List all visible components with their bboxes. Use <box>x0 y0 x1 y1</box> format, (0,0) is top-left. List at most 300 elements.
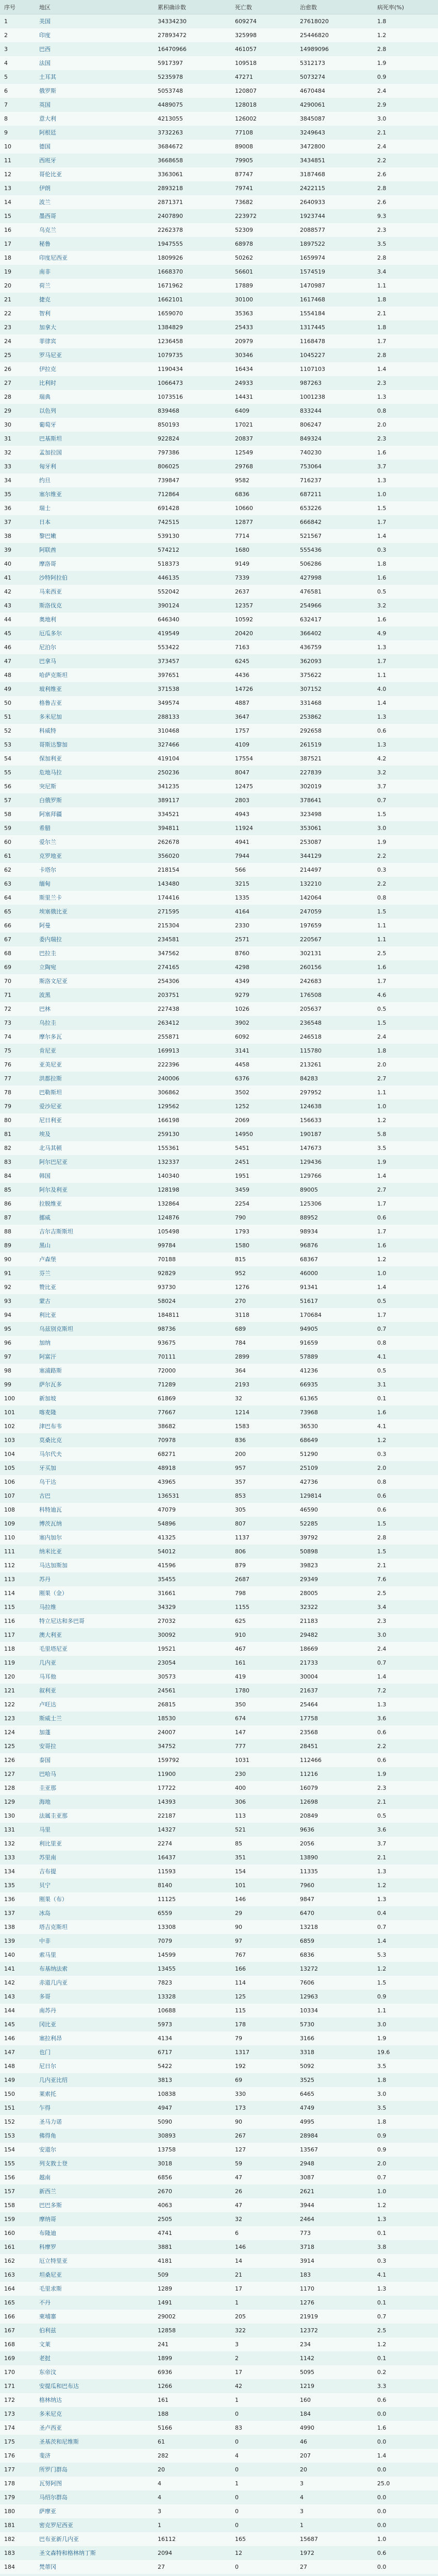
cell-confirmed: 43965 <box>154 1475 231 1489</box>
cell-region: 格林纳达 <box>35 2393 154 2407</box>
cell-fatality-rate: 1.8 <box>373 1044 438 1058</box>
cell-index: 98 <box>0 1364 35 1378</box>
cell-fatality-rate: 4.2 <box>373 752 438 766</box>
cell-deaths: 6092 <box>231 1030 296 1044</box>
cell-deaths: 68978 <box>231 237 296 251</box>
cell-recovered: 366402 <box>296 626 373 640</box>
cell-deaths: 87747 <box>231 167 296 181</box>
cell-recovered: 207 <box>296 2449 373 2463</box>
cell-deaths: 4458 <box>231 1058 296 1072</box>
table-row <box>0 1572 438 1586</box>
cell-index: 104 <box>0 1447 35 1461</box>
cell-recovered: 91659 <box>296 1336 373 1350</box>
cell-fatality-rate: 0.2 <box>373 2365 438 2379</box>
cell-region: 巴巴多斯 <box>35 2198 154 2212</box>
cell-recovered: 3718 <box>296 2240 373 2254</box>
cell-index: 73 <box>0 1016 35 1030</box>
table-row <box>0 432 438 446</box>
table-row <box>0 543 438 557</box>
cell-confirmed: 2505 <box>154 2212 231 2226</box>
cell-confirmed: 2262378 <box>154 223 231 237</box>
cell-recovered: 987263 <box>296 376 373 390</box>
table-row <box>0 1851 438 1865</box>
cell-confirmed: 1947555 <box>154 237 231 251</box>
cell-confirmed: 419549 <box>154 626 231 640</box>
cell-confirmed: 203751 <box>154 988 231 1002</box>
table-row <box>0 1252 438 1266</box>
cell-recovered: 29482 <box>296 1628 373 1642</box>
cell-deaths: 90 <box>231 1920 296 1934</box>
cell-fatality-rate: 2.1 <box>373 1795 438 1809</box>
cell-index: 114 <box>0 1586 35 1600</box>
cell-deaths: 1 <box>231 2393 296 2407</box>
cell-deaths: 400 <box>231 1781 296 1795</box>
cell-index: 48 <box>0 668 35 682</box>
cell-region: 爱尔兰 <box>35 835 154 849</box>
cell-recovered: 555436 <box>296 543 373 557</box>
cell-confirmed: 61869 <box>154 1392 231 1405</box>
cell-fatality-rate: 7.6 <box>373 1572 438 1586</box>
table-row <box>0 933 438 946</box>
cell-region: 梵蒂冈 <box>35 2560 154 2574</box>
cell-confirmed: 34329 <box>154 1600 231 1614</box>
cell-confirmed: 227438 <box>154 1002 231 1016</box>
cell-deaths: 25433 <box>231 320 296 334</box>
cell-index: 60 <box>0 835 35 849</box>
cell-confirmed: 5973 <box>154 2018 231 2031</box>
cell-fatality-rate: 0.3 <box>373 543 438 557</box>
table-row <box>0 2421 438 2435</box>
cell-fatality-rate: 2.5 <box>373 2324 438 2337</box>
cell-region: 蒙古 <box>35 1294 154 1308</box>
cell-fatality-rate: 1.5 <box>373 905 438 919</box>
cell-deaths: 146 <box>231 1892 296 1906</box>
cell-confirmed: 12858 <box>154 2324 231 2337</box>
cell-confirmed: 1289 <box>154 2282 231 2296</box>
cell-recovered: 260156 <box>296 960 373 974</box>
cell-fatality-rate: 1.5 <box>373 1976 438 1990</box>
cell-fatality-rate: 2.3 <box>373 1781 438 1795</box>
cell-index: 16 <box>0 223 35 237</box>
cell-recovered: 129436 <box>296 1155 373 1169</box>
cell-confirmed: 1 <box>154 2518 231 2532</box>
cell-confirmed: 4181 <box>154 2254 231 2268</box>
cell-confirmed: 13328 <box>154 1990 231 2004</box>
table-row <box>0 473 438 487</box>
cell-fatality-rate: 2.6 <box>373 167 438 181</box>
cell-region: 拉脱维亚 <box>35 1197 154 1211</box>
cell-region: 赞比亚 <box>35 1280 154 1294</box>
cell-fatality-rate: 2.1 <box>373 307 438 320</box>
cell-index: 131 <box>0 1823 35 1837</box>
cell-index: 69 <box>0 960 35 974</box>
cell-region: 塞尔维亚 <box>35 487 154 501</box>
cell-index: 177 <box>0 2463 35 2477</box>
table-row <box>0 2546 438 2560</box>
cell-index: 7 <box>0 98 35 112</box>
cell-region: 匈牙利 <box>35 460 154 473</box>
cell-fatality-rate: 3.0 <box>373 2018 438 2031</box>
cell-recovered: 3525 <box>296 2073 373 2087</box>
cell-index: 171 <box>0 2379 35 2393</box>
cell-confirmed: 169913 <box>154 1044 231 1058</box>
cell-recovered: 344129 <box>296 849 373 863</box>
cell-deaths: 2637 <box>231 585 296 599</box>
cell-index: 174 <box>0 2421 35 2435</box>
cell-region: 波兰 <box>35 195 154 209</box>
cell-fatality-rate: 1.8 <box>373 557 438 571</box>
cell-deaths: 1680 <box>231 543 296 557</box>
cell-region: 突尼斯 <box>35 779 154 793</box>
cell-index: 153 <box>0 2129 35 2143</box>
table-row <box>0 766 438 779</box>
cell-fatality-rate: 1.8 <box>373 2115 438 2129</box>
cell-region: 哥伦比亚 <box>35 167 154 181</box>
cell-deaths: 267 <box>231 2129 296 2143</box>
cell-region: 贝宁 <box>35 1878 154 1892</box>
header-fatality-rate: 病死率(%) <box>373 0 438 14</box>
cell-region: 瑞士 <box>35 501 154 515</box>
cell-region: 玻利维亚 <box>35 682 154 696</box>
cell-region: 毛里求斯 <box>35 2282 154 2296</box>
cell-index: 52 <box>0 724 35 738</box>
cell-recovered: 2621 <box>296 2184 373 2198</box>
cell-confirmed: 274165 <box>154 960 231 974</box>
cell-index: 123 <box>0 1711 35 1725</box>
cell-index: 159 <box>0 2212 35 2226</box>
table-row <box>0 42 438 56</box>
cell-index: 83 <box>0 1155 35 1169</box>
cell-index: 132 <box>0 1837 35 1851</box>
cell-fatality-rate: 9.3 <box>373 209 438 223</box>
cell-fatality-rate: 1.7 <box>373 1197 438 1211</box>
table-row <box>0 557 438 571</box>
cell-deaths: 807 <box>231 1517 296 1531</box>
table-row <box>0 446 438 460</box>
table-row <box>0 2087 438 2101</box>
table-row <box>0 2045 438 2059</box>
cell-deaths: 351 <box>231 1851 296 1865</box>
cell-region: 新西兰 <box>35 2184 154 2198</box>
cell-index: 66 <box>0 919 35 933</box>
cell-deaths: 4349 <box>231 974 296 988</box>
cell-recovered: 184 <box>296 2407 373 2421</box>
cell-region: 希腊 <box>35 821 154 835</box>
cell-index: 26 <box>0 362 35 376</box>
table-row <box>0 1155 438 1169</box>
table-row <box>0 2004 438 2018</box>
cell-fatality-rate: 1.0 <box>373 1266 438 1280</box>
cell-deaths: 14 <box>231 2254 296 2268</box>
cell-deaths: 90 <box>231 2115 296 2129</box>
cell-index: 38 <box>0 529 35 543</box>
cell-region: 奥地利 <box>35 613 154 626</box>
cell-index: 79 <box>0 1099 35 1113</box>
cell-confirmed: 5053748 <box>154 84 231 98</box>
table-row <box>0 863 438 877</box>
table-row <box>0 251 438 265</box>
cell-confirmed: 24007 <box>154 1725 231 1739</box>
cell-deaths: 910 <box>231 1628 296 1642</box>
cell-confirmed: 1066473 <box>154 376 231 390</box>
cell-confirmed: 70978 <box>154 1433 231 1447</box>
cell-recovered: 6859 <box>296 1934 373 1948</box>
cell-recovered: 378641 <box>296 793 373 807</box>
table-row <box>0 1433 438 1447</box>
cell-fatality-rate: 3.0 <box>373 1628 438 1642</box>
cell-region: 乌克兰 <box>35 223 154 237</box>
cell-region: 立陶宛 <box>35 960 154 974</box>
cell-index: 57 <box>0 793 35 807</box>
cell-fatality-rate: 3.7 <box>373 779 438 793</box>
cell-index: 136 <box>0 1892 35 1906</box>
cell-region: 马绍尔群岛 <box>35 2490 154 2504</box>
cell-deaths: 29768 <box>231 460 296 473</box>
cell-deaths: 1583 <box>231 1419 296 1433</box>
cell-fatality-rate: 2.4 <box>373 84 438 98</box>
cell-fatality-rate: 1.4 <box>373 1670 438 1684</box>
cell-recovered: 27618020 <box>296 14 373 29</box>
cell-recovered: 30004 <box>296 1670 373 1684</box>
cell-fatality-rate <box>373 2574 438 2576</box>
cell-confirmed: 259130 <box>154 1127 231 1141</box>
cell-recovered: 112466 <box>296 1753 373 1767</box>
cell-deaths: 205 <box>231 2310 296 2324</box>
cell-confirmed: 14327 <box>154 1823 231 1837</box>
cell-confirmed: 16437 <box>154 1851 231 1865</box>
cell-confirmed: 5166 <box>154 2421 231 2435</box>
cell-region: 墨西哥 <box>35 209 154 223</box>
cell-region: 列支敦士登 <box>35 2157 154 2171</box>
cell-confirmed: 222396 <box>154 1058 231 1072</box>
cell-confirmed: 1491 <box>154 2296 231 2310</box>
cell-deaths: 6376 <box>231 1072 296 1086</box>
cell-recovered: 11335 <box>296 1865 373 1878</box>
table-row <box>0 1058 438 1072</box>
cell-recovered: 197659 <box>296 919 373 933</box>
table-row <box>0 793 438 807</box>
cell-index: 82 <box>0 1141 35 1155</box>
cell-recovered: 13218 <box>296 1920 373 1934</box>
table-row <box>0 181 438 195</box>
cell-index: 137 <box>0 1906 35 1920</box>
cell-region: 马里 <box>35 1823 154 1837</box>
cell-confirmed: 13308 <box>154 1920 231 1934</box>
cell-deaths: 1276 <box>231 1280 296 1294</box>
table-row <box>0 98 438 112</box>
table-row <box>0 960 438 974</box>
table-row <box>0 1753 438 1767</box>
cell-recovered: 753064 <box>296 460 373 473</box>
cell-recovered: 476581 <box>296 585 373 599</box>
cell-deaths: 270 <box>231 1294 296 1308</box>
cell-region: 文莱 <box>35 2337 154 2351</box>
cell-index: 180 <box>0 2504 35 2518</box>
cell-confirmed: 446135 <box>154 571 231 585</box>
cell-region: 斯洛伐克 <box>35 599 154 613</box>
cell-index: 145 <box>0 2018 35 2031</box>
cell-index: 126 <box>0 1753 35 1767</box>
table-row <box>0 2268 438 2282</box>
cell-fatality-rate: 3.7 <box>373 1837 438 1851</box>
cell-fatality-rate: 0.6 <box>373 1503 438 1517</box>
cell-deaths: 77108 <box>231 126 296 140</box>
cell-deaths: 127 <box>231 2143 296 2157</box>
cell-fatality-rate: 1.9 <box>373 56 438 70</box>
cell-index: 10 <box>0 140 35 154</box>
cell-index: 85 <box>0 1183 35 1197</box>
cell-region: 古巴 <box>35 1489 154 1503</box>
cell-fatality-rate: 0.9 <box>373 1990 438 2004</box>
cell-fatality-rate: 2.8 <box>373 42 438 56</box>
table-row <box>0 2115 438 2129</box>
cell-confirmed: 10838 <box>154 2087 231 2101</box>
cell-confirmed: 3881 <box>154 2240 231 2254</box>
cell-index: 122 <box>0 1698 35 1711</box>
cell-fatality-rate: 0.6 <box>373 2393 438 2407</box>
cell-recovered: 27 <box>296 2560 373 2574</box>
cell-region: 俄罗斯 <box>35 84 154 98</box>
cell-fatality-rate: 1.1 <box>373 668 438 682</box>
cell-confirmed: 27 <box>154 2560 231 2574</box>
cell-recovered: 292658 <box>296 724 373 738</box>
cell-region: 尼泊尔 <box>35 640 154 654</box>
cell-deaths: 0 <box>231 2490 296 2504</box>
cell-confirmed: 129562 <box>154 1099 231 1113</box>
cell-deaths: 32 <box>231 2212 296 2226</box>
cell-region: 加蓬 <box>35 1725 154 1739</box>
cell-confirmed: 7823 <box>154 1976 231 1990</box>
cell-deaths: 35363 <box>231 307 296 320</box>
cell-recovered: 506286 <box>296 557 373 571</box>
cell-region: 莱索托 <box>35 2087 154 2101</box>
cell-recovered: 4670484 <box>296 84 373 98</box>
cell-region: 乌拉圭 <box>35 1016 154 1030</box>
cell-confirmed: 41596 <box>154 1558 231 1572</box>
cell-deaths: 1793 <box>231 1225 296 1239</box>
cell-fatality-rate: 2.3 <box>373 1614 438 1628</box>
cell-recovered: 375622 <box>296 668 373 682</box>
cell-index: 45 <box>0 626 35 640</box>
cell-region: 卢森堡 <box>35 1252 154 1266</box>
table-row <box>0 1711 438 1725</box>
cell-recovered: 39792 <box>296 1531 373 1545</box>
table-row <box>0 599 438 613</box>
table-row <box>0 946 438 960</box>
table-row <box>0 501 438 515</box>
cell-deaths: 0 <box>231 2407 296 2421</box>
cell-confirmed: 691428 <box>154 501 231 515</box>
cell-fatality-rate: 0.6 <box>373 1211 438 1225</box>
cell-recovered: 142064 <box>296 891 373 905</box>
table-row <box>0 1127 438 1141</box>
cell-fatality-rate: 5.8 <box>373 1127 438 1141</box>
cell-fatality-rate: 0.0 <box>373 2435 438 2449</box>
cell-confirmed: 6856 <box>154 2171 231 2184</box>
cell-fatality-rate: 1.6 <box>373 571 438 585</box>
cell-fatality-rate: 3.5 <box>373 2059 438 2073</box>
cell-region: 亚美尼亚 <box>35 1058 154 1072</box>
cell-recovered: 2088577 <box>296 223 373 237</box>
cell-confirmed: 3668658 <box>154 154 231 167</box>
cell-index: 182 <box>0 2532 35 2546</box>
cell-confirmed: 72000 <box>154 1364 231 1378</box>
cell-deaths: 2687 <box>231 1572 296 1586</box>
cell-index: 100 <box>0 1392 35 1405</box>
cell-fatality-rate: 2.8 <box>373 251 438 265</box>
cell-deaths: 1 <box>231 2477 296 2490</box>
cell-recovered: 183 <box>296 2268 373 2282</box>
cell-fatality-rate: 3.0 <box>373 821 438 835</box>
cell-recovered: 13272 <box>296 1962 373 1976</box>
cell-recovered: 42736 <box>296 1475 373 1489</box>
cell-recovered: 666842 <box>296 515 373 529</box>
cell-confirmed: 1671962 <box>154 279 231 293</box>
cell-index: 163 <box>0 2268 35 2282</box>
cell-fatality-rate: 1.3 <box>373 473 438 487</box>
cell-fatality-rate: 1.0 <box>373 1099 438 1113</box>
cell-confirmed: 11900 <box>154 1767 231 1781</box>
cell-deaths: 419 <box>231 1670 296 1684</box>
table-row <box>0 613 438 626</box>
cell-deaths: 2571 <box>231 933 296 946</box>
cell-index: 30 <box>0 418 35 432</box>
cell-confirmed: 2407890 <box>154 209 231 223</box>
table-row <box>0 1962 438 1976</box>
cell-region: 菲律宾 <box>35 334 154 348</box>
cell-region: 泰国 <box>35 1753 154 1767</box>
cell-recovered: 32322 <box>296 1600 373 1614</box>
cell-deaths: 161 <box>231 1656 296 1670</box>
cell-fatality-rate: 1.3 <box>373 2282 438 2296</box>
table-row <box>0 1837 438 1851</box>
cell-confirmed: 2274 <box>154 1837 231 1851</box>
cell-deaths: 836 <box>231 1433 296 1447</box>
cell-fatality-rate: 2.0 <box>373 1461 438 1475</box>
cell-recovered: 261519 <box>296 738 373 752</box>
cell-fatality-rate: 1.3 <box>373 1698 438 1711</box>
cell-index: 90 <box>0 1252 35 1266</box>
cell-recovered: 1107103 <box>296 362 373 376</box>
cell-fatality-rate: 2.7 <box>373 1183 438 1197</box>
cell-deaths: 17021 <box>231 418 296 432</box>
cell-fatality-rate: 2.8 <box>373 181 438 195</box>
cell-recovered: 4290061 <box>296 98 373 112</box>
table-row <box>0 1169 438 1183</box>
table-row <box>0 974 438 988</box>
cell-region: 利比里亚 <box>35 1837 154 1851</box>
cell-recovered: 46 <box>296 2435 373 2449</box>
cell-index: 51 <box>0 710 35 724</box>
cell-deaths: 47 <box>231 2198 296 2212</box>
cell-recovered: 91341 <box>296 1280 373 1294</box>
cell-fatality-rate: 0.0 <box>373 2463 438 2477</box>
cell-confirmed: 41325 <box>154 1531 231 1545</box>
cell-index: 21 <box>0 293 35 307</box>
cell-region: 南非 <box>35 265 154 279</box>
cell-confirmed: 282 <box>154 2449 231 2463</box>
cell-confirmed: 1662101 <box>154 293 231 307</box>
table-row <box>0 1503 438 1517</box>
cell-recovered: 806247 <box>296 418 373 432</box>
cell-region: 苏丹 <box>35 1572 154 1586</box>
cell-index: 32 <box>0 446 35 460</box>
cell-region: 老挝 <box>35 2351 154 2365</box>
table-row <box>0 2518 438 2532</box>
cell-index: 181 <box>0 2518 35 2532</box>
cell-deaths: 0 <box>231 2518 296 2532</box>
cell-index: 150 <box>0 2087 35 2101</box>
